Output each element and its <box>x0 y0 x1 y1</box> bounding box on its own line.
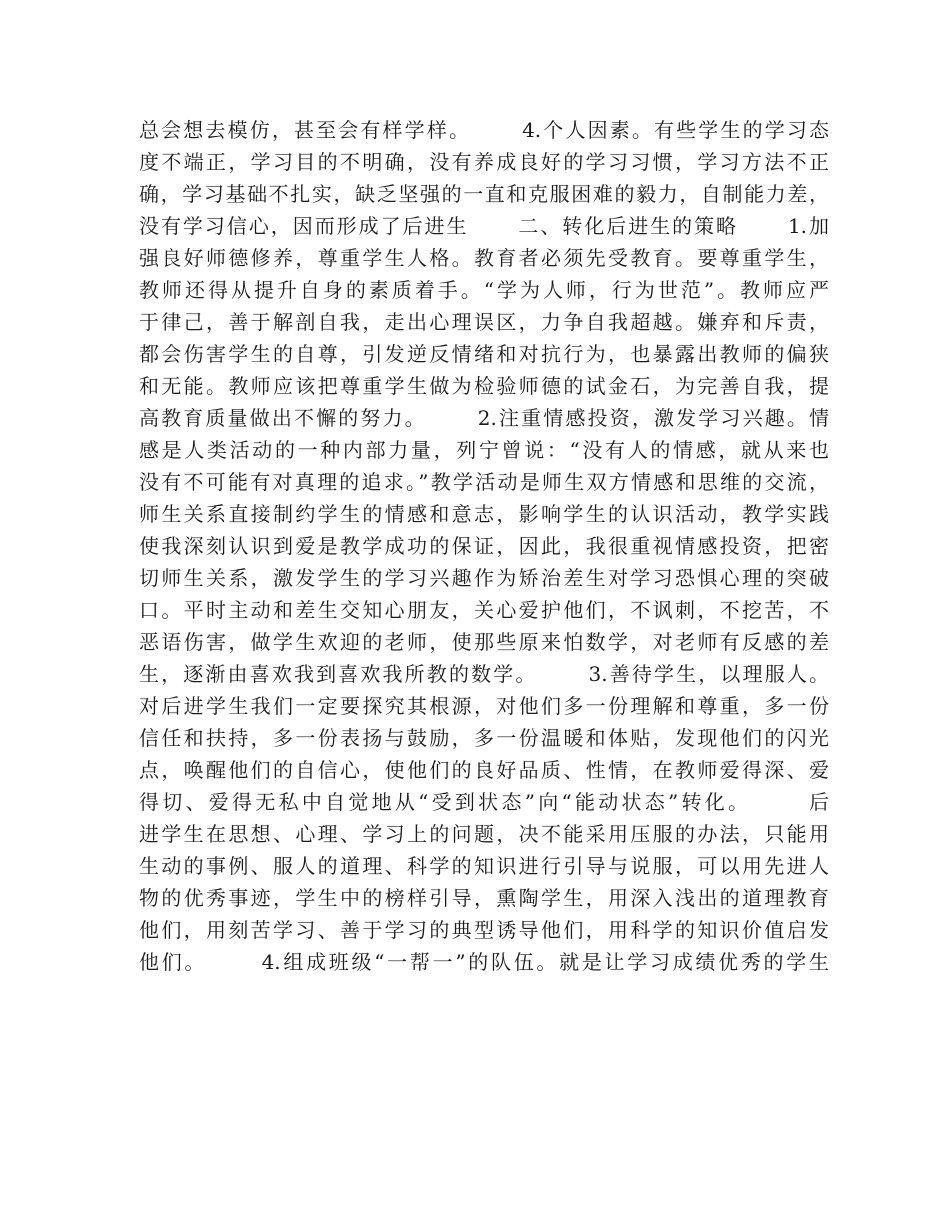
text-line: 确，学习基础不扎实，缺乏坚强的一直和克服困难的毅力，自制能力差， <box>139 182 829 206</box>
text-line: 都会伤害学生的自尊，引发逆反情绪和对抗行为，也暴露出教师的偏狭 <box>139 342 829 366</box>
text-line: 度不端正，学习目的不明确，没有养成良好的学习习惯，学习方法不正 <box>139 150 829 174</box>
text-line: 生，逐渐由喜欢我到喜欢我所教的数学。 3.善待学生，以理服人。 <box>139 662 829 686</box>
text-line: 生动的事例、服人的道理、科学的知识进行引导与说服，可以用先进人 <box>139 854 829 878</box>
text-line: 和无能。教师应该把尊重学生做为检验师德的试金石，为完善自我，提 <box>139 374 829 398</box>
text-line: 没有不可能有对真理的追求。”教学活动是师生双方情感和思维的交流， <box>139 470 829 494</box>
text-line: 他们。 4.组成班级“一帮一”的队伍。就是让学习成绩优秀的学生 <box>139 950 829 974</box>
text-line: 进学生在思想、心理、学习上的问题，决不能采用压服的办法，只能用 <box>139 822 829 846</box>
text-line: 于律己，善于解剖自我，走出心理误区，力争自我超越。嫌弃和斥责， <box>139 310 829 334</box>
text-line: 教师还得从提升自身的素质着手。“学为人师，行为世范”。教师应严 <box>139 278 829 302</box>
text-line: 得切、爱得无私中自觉地从“受到状态”向“能动状态”转化。 后 <box>139 790 829 814</box>
text-line: 没有学习信心，因而形成了后进生 二、转化后进生的策略 1.加 <box>139 214 829 238</box>
text-line: 总会想去模仿，甚至会有样学样。 4.个人因素。有些学生的学习态 <box>139 118 829 142</box>
text-line: 对后进学生我们一定要探究其根源，对他们多一份理解和尊重，多一份 <box>139 694 829 718</box>
body-text <box>139 114 829 978</box>
text-line: 恶语伤害，做学生欢迎的老师，使那些原来怕数学，对老师有反感的差 <box>139 630 829 654</box>
text-line: 使我深刻认识到爱是教学成功的保证，因此，我很重视情感投资，把密 <box>139 534 829 558</box>
text-line: 师生关系直接制约学生的情感和意志，影响学生的认识活动，教学实践 <box>139 502 829 526</box>
text-line: 感是人类活动的一种内部力量，列宁曾说：“没有人的情感，就从来也 <box>139 438 829 462</box>
text-line: 他们，用刻苦学习、善于学习的典型诱导他们，用科学的知识价值启发 <box>139 918 829 942</box>
text-line: 物的优秀事迹，学生中的榜样引导，熏陶学生，用深入浅出的道理教育 <box>139 886 829 910</box>
text-line: 强良好师德修养，尊重学生人格。教育者必须先受教育。要尊重学生， <box>139 246 829 270</box>
text-line: 点，唤醒他们的自信心，使他们的良好品质、性情，在教师爱得深、爱 <box>139 758 829 782</box>
text-line: 口。平时主动和差生交知心朋友，关心爱护他们，不讽刺，不挖苦，不 <box>139 598 829 622</box>
text-line: 切师生关系，激发学生的学习兴趣作为矫治差生对学习恐惧心理的突破 <box>139 566 829 590</box>
text-line: 信任和扶持，多一份表扬与鼓励，多一份温暖和体贴，发现他们的闪光 <box>139 726 829 750</box>
text-line: 高教育质量做出不懈的努力。 2.注重情感投资，激发学习兴趣。情 <box>139 406 829 430</box>
